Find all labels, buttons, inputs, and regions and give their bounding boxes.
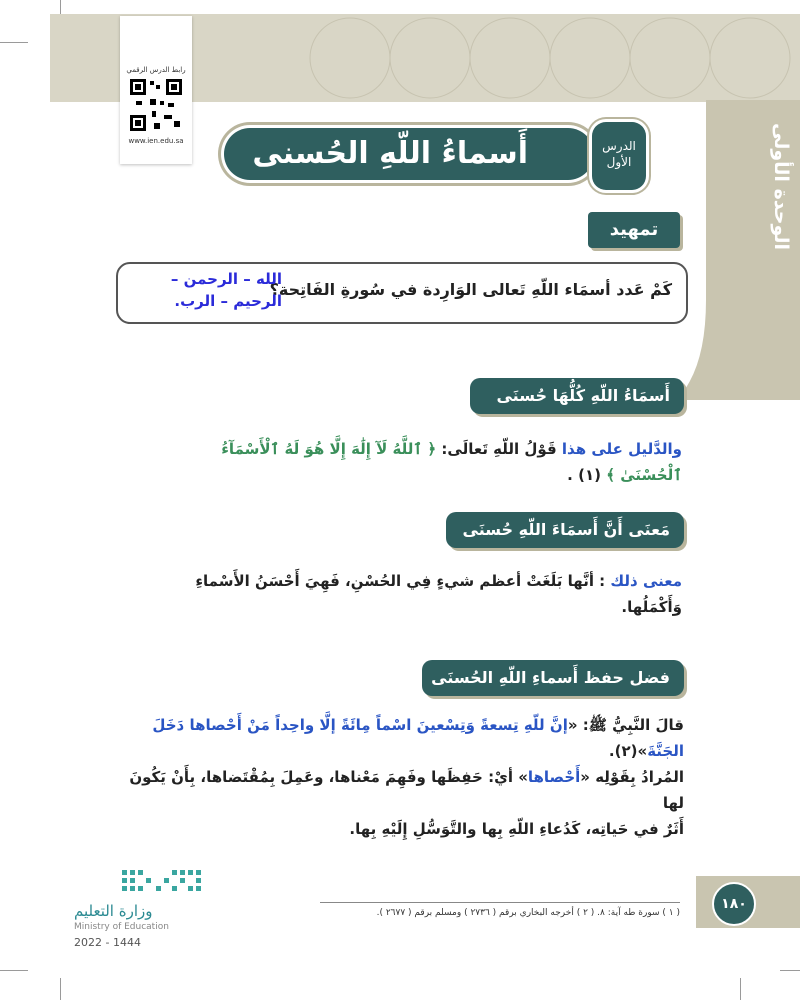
section-2-body: : أنَّها بَلَغَتْ أعظم شيءٍ فِي الحُسْنِ، فَهِيَ أَحْسَنُ الأَسْماءِ وَأَكْمَلُها. [195, 572, 682, 616]
qr-code-icon [128, 77, 184, 133]
section-1-body: قَوْلُ اللّهِ تَعالَى: [436, 440, 557, 458]
section-3-text [110, 712, 684, 842]
section-2-lead: معنى ذلك [610, 572, 682, 590]
lesson-badge-line1: الدرس [602, 139, 636, 153]
section-2-text [130, 568, 682, 620]
lesson-badge-line2: الأول [606, 155, 632, 169]
explanation-line-1 [110, 764, 684, 816]
key-word: أَحْصاها [527, 768, 581, 786]
explanation-body: » أيْ: حَفِظَها وفَهِمَ مَعْناها، وعَمِلَ بِمُقْتَضاها، بِأَنْ يَكُونَ لها [129, 768, 684, 812]
section-1-text [170, 436, 682, 488]
lesson-number-badge [592, 122, 646, 190]
lesson-title: أَسماءُ اللّهِ الحُسنى [252, 136, 528, 171]
hadith-line [110, 712, 684, 764]
section-heading-3: فضل حفظ أَسماءِ اللّهِ الحُسنَى [422, 660, 684, 696]
lesson-header [224, 122, 646, 190]
quran-verse: ﴿ ٱللَّهُ لَآ إِلَٰهَ إِلَّا هُوَ لَهُ ٱلْأَسْمَآءُ ٱلْحُسْنَىٰ ﴾ [221, 440, 682, 484]
digital-lesson-qr-card[interactable] [120, 16, 192, 164]
section-1-lead: والدَّليل على هذا [561, 440, 682, 458]
intro-question: كَمْ عَدد أسمَاء اللّهِ تَعالى الوَارِدة في سُورةِ الفَاتِحة؟ [269, 280, 672, 299]
footnotes: ( ١ ) سورة طه آية: ٨. ( ٢ ) أخرجه البخاري برقم ( ٢٧٣٦ ) ومسلم برقم ( ٢٦٧٧ ). [376, 908, 680, 918]
hadith-intro: قالَ النَّبِيُّ ﷺ: « [567, 716, 684, 734]
qr-url: www.ien.edu.sa [128, 137, 184, 145]
intro-answer[interactable]: الله – الرحمن – الرحيم – الرب. [170, 270, 282, 310]
footnote-divider [320, 902, 680, 903]
lesson-title-pill [224, 128, 594, 180]
ministry-arabic-name: وزارة التعليم [74, 902, 153, 920]
footnote-ref-2: »(٢). [608, 742, 648, 760]
explanation-intro: المُرادُ بِقَوْلِه « [580, 768, 684, 786]
qr-title: رابط الدرس الرقمي [126, 66, 186, 74]
ministry-english-name: Ministry of Education [74, 922, 169, 932]
intro-question-box [116, 262, 688, 324]
edition-year: 2022 - 1444 [74, 936, 141, 949]
hadith-text: إنَّ للّهِ تِسعةً وَتِسْعينَ اسْماً مِائَةً إلَّا واحِداً مَنْ أَحْصاها دَخَلَ الجَنَّةَ [152, 716, 684, 760]
page-number: ١٨٠ [712, 882, 756, 926]
ministry-logo-icon [112, 868, 212, 894]
section-heading-1: أَسمَاءُ اللّهِ كُلُّهَا حُسنَى [470, 378, 684, 414]
intro-tag: تمهيد [588, 212, 680, 248]
footnote-ref-1: (١) . [567, 466, 601, 484]
explanation-line-2: أَثَرٌ في حَياتِه، كَدُعاءِ اللّهِ بِها والتَّوَسُّلِ إِلَيْهِ بِها. [349, 820, 684, 838]
section-heading-2: مَعنَى أَنَّ أَسمَاءَ اللّهِ حُسنَى [446, 512, 684, 548]
unit-label: الوحدة الأولى [770, 123, 792, 251]
